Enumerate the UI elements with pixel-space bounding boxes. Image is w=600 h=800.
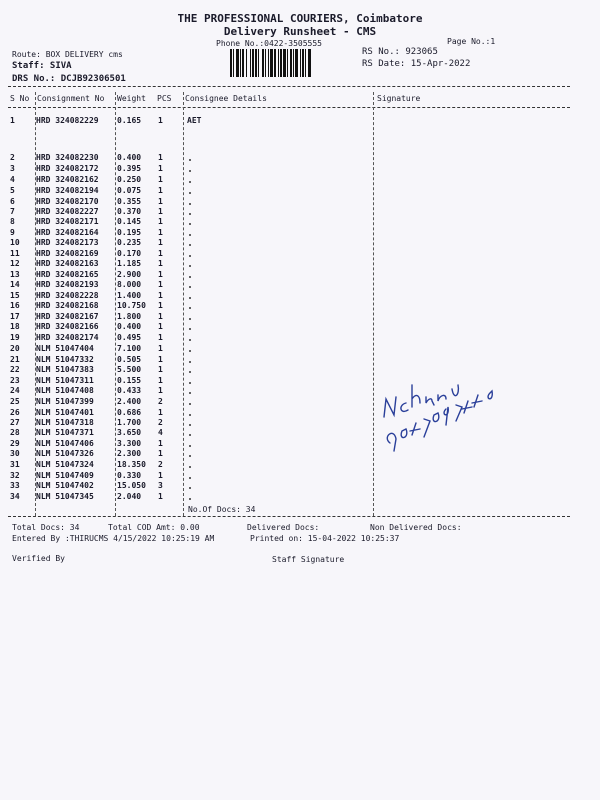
barcode-bar (278, 49, 279, 77)
row-weight: 7.100 (117, 344, 142, 353)
barcode-bar (295, 49, 298, 77)
row-consignment-no: HRD 324082174 (36, 333, 99, 342)
consignee-placeholder-dot (189, 213, 191, 215)
row-consignment-no: NLM 51047371 (36, 428, 94, 437)
row-consignment-no: HRD 324082193 (36, 280, 99, 289)
barcode-bar (302, 49, 304, 77)
row-pcs: 1 (158, 186, 163, 195)
barcode-bar (262, 49, 264, 77)
row-pcs: 1 (158, 386, 163, 395)
consignee-placeholder-dot (189, 361, 191, 363)
col-header-sno: S No (10, 94, 30, 103)
barcode-bar (308, 49, 311, 77)
row-weight: 2.040 (117, 492, 142, 501)
row-weight: 0.165 (117, 116, 142, 125)
row-sno: 19 (10, 333, 20, 342)
consignee-placeholder-dot (189, 424, 191, 426)
row-pcs: 1 (158, 153, 163, 162)
row-sno: 13 (10, 270, 20, 279)
table-row (8, 249, 308, 259)
col-header-consignee: Consignee Details (185, 94, 267, 103)
barcode-bar (233, 49, 234, 77)
table-row (8, 322, 308, 332)
row-sno: 17 (10, 312, 20, 321)
barcode-bar (255, 49, 257, 77)
row-sno: 6 (10, 197, 15, 206)
row-consignment-no: HRD 324082165 (36, 270, 99, 279)
table-row (8, 481, 308, 491)
row-weight: 0.330 (117, 471, 142, 480)
row-pcs: 1 (158, 116, 163, 125)
row-pcs: 1 (158, 376, 163, 385)
consignee-placeholder-dot (189, 403, 191, 405)
handwritten-signature (372, 355, 502, 455)
row-pcs: 1 (158, 312, 163, 321)
row-consignment-no: HRD 324082169 (36, 249, 99, 258)
table-row (8, 397, 308, 407)
row-consignment-no: HRD 324082162 (36, 175, 99, 184)
barcode-image (230, 49, 354, 77)
row-sno: 26 (10, 408, 20, 417)
table-row (8, 291, 308, 301)
rs-date: RS Date: 15-Apr-2022 (362, 59, 471, 69)
row-consignment-no: NLM 51047332 (36, 355, 94, 364)
row-weight: 3.300 (117, 439, 142, 448)
row-pcs: 1 (158, 217, 163, 226)
barcode-bar (265, 49, 266, 77)
row-pcs: 1 (158, 301, 163, 310)
row-pcs: 1 (158, 259, 163, 268)
barcode-bar (305, 49, 306, 77)
consignee-placeholder-dot (189, 498, 191, 500)
row-consignment-no: NLM 51047311 (36, 376, 94, 385)
consignee-placeholder-dot (189, 276, 191, 278)
row-weight: 8.000 (117, 280, 142, 289)
consignee-placeholder-dot (189, 477, 191, 479)
row-consignment-no: NLM 51047408 (36, 386, 94, 395)
row-sno: 20 (10, 344, 20, 353)
consignee-placeholder-dot (189, 382, 191, 384)
consignee-placeholder-dot (189, 339, 191, 341)
consignee-placeholder-dot (189, 265, 191, 267)
table-row (8, 418, 308, 428)
row-weight: 1.800 (117, 312, 142, 321)
row-sno: 33 (10, 481, 20, 490)
row-consignee: AET (187, 116, 202, 125)
barcode-bar (242, 49, 244, 77)
row-weight: 0.170 (117, 249, 142, 258)
row-consignment-no: NLM 51047324 (36, 460, 94, 469)
row-consignment-no: NLM 51047326 (36, 449, 94, 458)
barcode-bar (236, 49, 239, 77)
row-consignment-no: HRD 324082168 (36, 301, 99, 310)
table-rule-bottom (8, 516, 570, 517)
consignee-placeholder-dot (189, 286, 191, 288)
row-sno: 18 (10, 322, 20, 331)
row-weight: 0.145 (117, 217, 142, 226)
barcode-bar (293, 49, 294, 77)
table-row (8, 186, 308, 196)
row-consignment-no: HRD 324082163 (36, 259, 99, 268)
row-weight: 2.400 (117, 397, 142, 406)
col-header-signature: Signature (377, 94, 421, 103)
row-pcs: 3 (158, 481, 163, 490)
col-header-pcs: PCS (157, 94, 172, 103)
table-row (8, 238, 308, 248)
row-sno: 24 (10, 386, 20, 395)
row-consignment-no: NLM 51047401 (36, 408, 94, 417)
consignee-placeholder-dot (189, 455, 191, 457)
row-sno: 31 (10, 460, 20, 469)
table-row (8, 259, 308, 269)
table-row (8, 228, 308, 238)
row-sno: 25 (10, 397, 20, 406)
row-sno: 32 (10, 471, 20, 480)
col-header-consignment: Consignment No (37, 94, 105, 103)
drs-number: DRS No.: DCJB92306501 (12, 74, 126, 84)
table-row (8, 428, 308, 438)
table-row (8, 301, 308, 311)
table-row (8, 376, 308, 386)
consignee-placeholder-dot (189, 307, 191, 309)
row-consignment-no: NLM 51047406 (36, 439, 94, 448)
consignee-placeholder-dot (189, 181, 191, 183)
row-sno: 16 (10, 301, 20, 310)
non-delivered-docs: Non Delivered Docs: (370, 523, 462, 532)
consignee-placeholder-dot (189, 445, 191, 447)
page-number: Page No.:1 (447, 37, 496, 46)
row-weight: 0.195 (117, 228, 142, 237)
row-pcs: 1 (158, 333, 163, 342)
row-pcs: 1 (158, 197, 163, 206)
row-consignment-no: HRD 324082171 (36, 217, 99, 226)
row-pcs: 1 (158, 270, 163, 279)
row-pcs: 1 (158, 291, 163, 300)
row-consignment-no: HRD 324082164 (36, 228, 99, 237)
company-name: THE PROFESSIONAL COURIERS, Coimbatore (177, 12, 423, 25)
consignee-placeholder-dot (189, 234, 191, 236)
table-row (8, 449, 308, 459)
row-consignment-no: HRD 324082170 (36, 197, 99, 206)
row-consignment-no: NLM 51047318 (36, 418, 94, 427)
row-pcs: 4 (158, 428, 163, 437)
table-row (8, 116, 308, 126)
row-pcs: 1 (158, 164, 163, 173)
row-sno: 34 (10, 492, 20, 501)
row-pcs: 1 (158, 207, 163, 216)
barcode-bar (290, 49, 292, 77)
consignee-placeholder-dot (189, 192, 191, 194)
row-weight: 0.075 (117, 186, 142, 195)
row-consignment-no: NLM 51047404 (36, 344, 94, 353)
col-header-weight: Weight (117, 94, 146, 103)
row-weight: 0.505 (117, 355, 142, 364)
consignee-placeholder-dot (189, 414, 191, 416)
row-pcs: 1 (158, 175, 163, 184)
header-rule-bottom (8, 107, 570, 108)
table-row (8, 270, 308, 280)
row-sno: 28 (10, 428, 20, 437)
sheet-title: Delivery Runsheet - CMS (223, 25, 377, 38)
table-row (8, 386, 308, 396)
row-consignment-no: HRD 324082166 (36, 322, 99, 331)
consignee-placeholder-dot (189, 255, 191, 257)
verified-by: Verified By (12, 554, 65, 563)
row-consignment-no: HRD 324082172 (36, 164, 99, 173)
consignee-placeholder-dot (189, 434, 191, 436)
row-pcs: 2 (158, 460, 163, 469)
row-pcs: 1 (158, 355, 163, 364)
row-sno: 7 (10, 207, 15, 216)
table-row (8, 460, 308, 470)
row-sno: 14 (10, 280, 20, 289)
row-pcs: 1 (158, 238, 163, 247)
row-weight: 0.370 (117, 207, 142, 216)
row-pcs: 1 (158, 471, 163, 480)
barcode-bar (283, 49, 286, 77)
table-row (8, 355, 308, 365)
barcode-bar (287, 49, 288, 77)
staff-label: Staff: SIVA (12, 61, 72, 71)
row-weight: 5.500 (117, 365, 142, 374)
row-sno: 15 (10, 291, 20, 300)
row-consignment-no: HRD 324082167 (36, 312, 99, 321)
consignee-placeholder-dot (189, 223, 191, 225)
row-consignment-no: HRD 324082229 (36, 116, 99, 125)
row-weight: 1.400 (117, 291, 142, 300)
row-consignment-no: HRD 324082194 (36, 186, 99, 195)
table-row (8, 471, 308, 481)
printed-on: Printed on: 15-04-2022 10:25:37 (250, 534, 400, 543)
consignee-placeholder-dot (189, 392, 191, 394)
table-row (8, 207, 308, 217)
total-docs: Total Docs: 34 (12, 523, 80, 532)
row-consignment-no: NLM 51047399 (36, 397, 94, 406)
row-consignment-no: NLM 51047345 (36, 492, 94, 501)
row-weight: 2.900 (117, 270, 142, 279)
barcode-bar (230, 49, 232, 77)
row-consignment-no: HRD 324082228 (36, 291, 99, 300)
row-sno: 2 (10, 153, 15, 162)
row-pcs: 1 (158, 408, 163, 417)
row-pcs: 1 (158, 344, 163, 353)
consignee-placeholder-dot (189, 487, 191, 489)
row-sno: 11 (10, 249, 20, 258)
row-consignment-no: HRD 324082173 (36, 238, 99, 247)
table-row (8, 280, 308, 290)
row-sno: 8 (10, 217, 15, 226)
row-pcs: 1 (158, 365, 163, 374)
row-consignment-no: HRD 324082230 (36, 153, 99, 162)
rs-number: RS No.: 923065 (362, 47, 438, 57)
row-weight: 15.050 (117, 481, 146, 490)
row-pcs: 1 (158, 322, 163, 331)
consignee-placeholder-dot (189, 318, 191, 320)
table-row (8, 365, 308, 375)
row-weight: 0.433 (117, 386, 142, 395)
row-weight: 18.350 (117, 460, 146, 469)
row-sno: 9 (10, 228, 15, 237)
row-weight: 10.750 (117, 301, 146, 310)
consignee-placeholder-dot (189, 159, 191, 161)
table-row (8, 217, 308, 227)
barcode-bar (246, 49, 247, 77)
table-row (8, 153, 308, 163)
row-sno: 23 (10, 376, 20, 385)
table-row (8, 333, 308, 343)
row-pcs: 1 (158, 492, 163, 501)
row-sno: 4 (10, 175, 15, 184)
delivered-docs: Delivered Docs: (247, 523, 320, 532)
barcode-bar (258, 49, 259, 77)
row-consignment-no: NLM 51047409 (36, 471, 94, 480)
consignee-placeholder-dot (189, 244, 191, 246)
row-weight: 0.495 (117, 333, 142, 342)
row-sno: 1 (10, 116, 15, 125)
row-weight: 0.355 (117, 197, 142, 206)
row-consignment-no: NLM 51047402 (36, 481, 94, 490)
row-weight: 0.155 (117, 376, 142, 385)
row-sno: 22 (10, 365, 20, 374)
no-of-docs: No.Of Docs: 34 (188, 505, 256, 514)
consignee-placeholder-dot (189, 350, 191, 352)
row-pcs: 1 (158, 249, 163, 258)
row-pcs: 1 (158, 228, 163, 237)
table-row (8, 439, 308, 449)
row-pcs: 1 (158, 449, 163, 458)
staff-signature-label: Staff Signature (272, 555, 345, 564)
total-cod-amount: Total COD Amt: 0.00 (108, 523, 200, 532)
row-sno: 21 (10, 355, 20, 364)
row-sno: 10 (10, 238, 20, 247)
table-row (8, 492, 308, 502)
entered-by: Entered By :THIRUCMS 4/15/2022 10:25:19 AM (12, 534, 215, 543)
barcode-bar (252, 49, 254, 77)
row-consignment-no: HRD 324082227 (36, 207, 99, 216)
barcode-bar (240, 49, 241, 77)
header-rule-top (8, 86, 570, 87)
row-weight: 2.300 (117, 449, 142, 458)
row-weight: 0.400 (117, 153, 142, 162)
row-sno: 5 (10, 186, 15, 195)
table-row (8, 344, 308, 354)
table-row (8, 175, 308, 185)
row-pcs: 2 (158, 418, 163, 427)
consignee-placeholder-dot (189, 170, 191, 172)
row-sno: 27 (10, 418, 20, 427)
row-consignment-no: NLM 51047383 (36, 365, 94, 374)
row-weight: 0.686 (117, 408, 142, 417)
consignee-placeholder-dot (189, 203, 191, 205)
table-row (8, 312, 308, 322)
row-sno: 29 (10, 439, 20, 448)
row-weight: 3.650 (117, 428, 142, 437)
table-row (8, 408, 308, 418)
barcode-bar (300, 49, 301, 77)
route-label: Route: BOX DELIVERY cms (12, 50, 123, 59)
row-pcs: 1 (158, 439, 163, 448)
consignee-placeholder-dot (189, 297, 191, 299)
row-weight: 1.185 (117, 259, 142, 268)
phone-number: Phone No.:0422-3505555 (216, 39, 322, 48)
barcode-bar (274, 49, 276, 77)
row-pcs: 2 (158, 397, 163, 406)
consignee-placeholder-dot (189, 328, 191, 330)
row-weight: 0.250 (117, 175, 142, 184)
row-sno: 3 (10, 164, 15, 173)
barcode-bar (270, 49, 273, 77)
table-row (8, 164, 308, 174)
consignee-placeholder-dot (189, 466, 191, 468)
row-weight: 0.400 (117, 322, 142, 331)
row-weight: 0.395 (117, 164, 142, 173)
consignee-placeholder-dot (189, 371, 191, 373)
table-row (8, 197, 308, 207)
barcode-bar (250, 49, 251, 77)
row-weight: 0.235 (117, 238, 142, 247)
row-weight: 1.700 (117, 418, 142, 427)
barcode-bar (280, 49, 282, 77)
row-pcs: 1 (158, 280, 163, 289)
barcode-bar (268, 49, 269, 77)
row-sno: 30 (10, 449, 20, 458)
row-sno: 12 (10, 259, 20, 268)
